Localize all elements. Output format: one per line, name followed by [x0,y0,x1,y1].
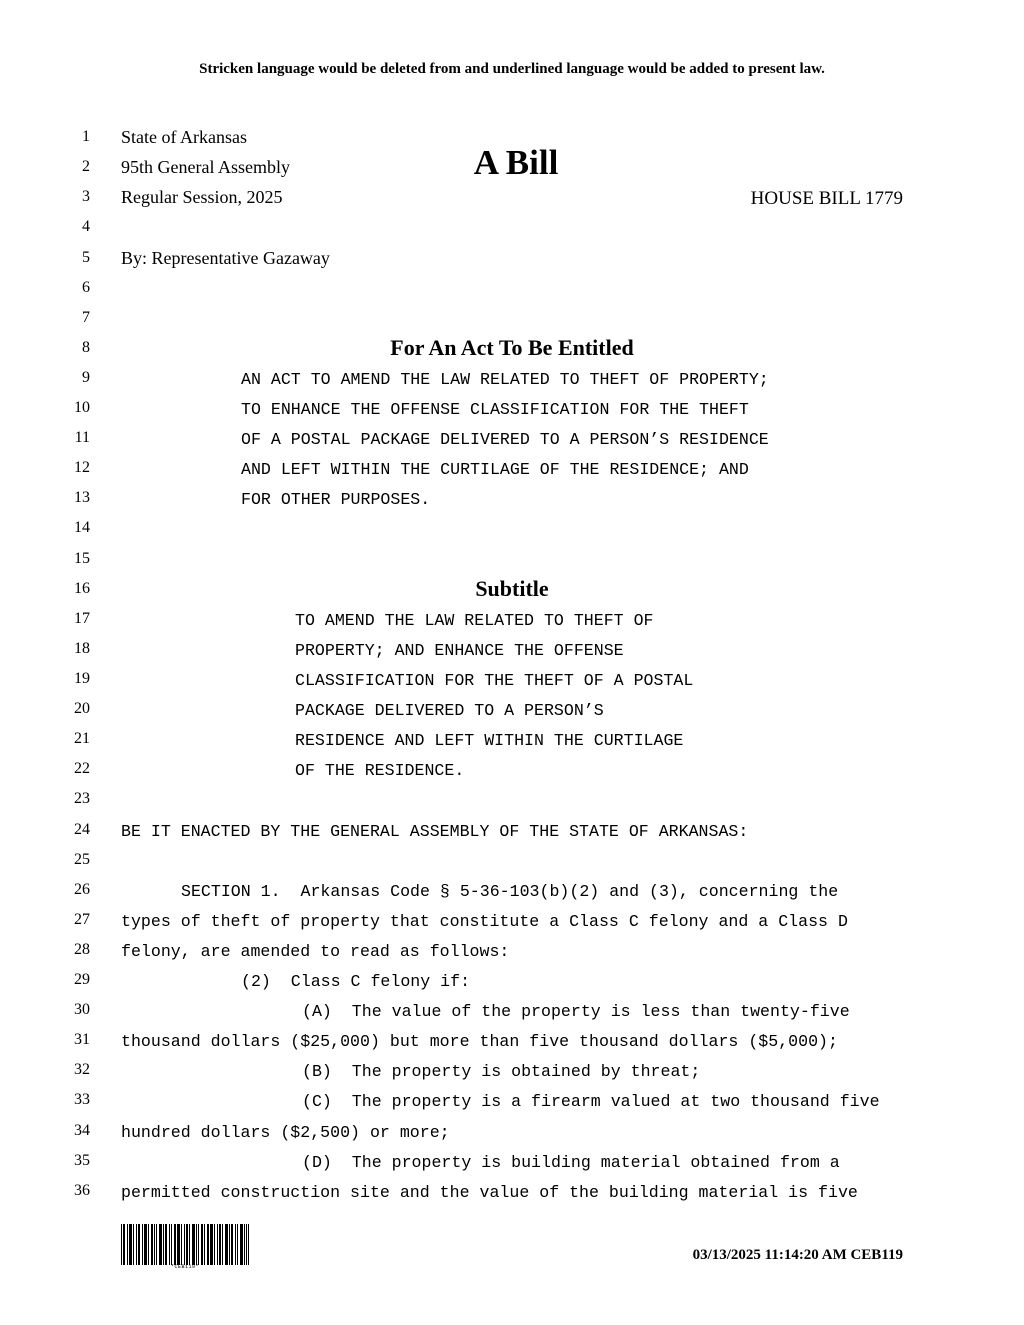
subtitle-heading: Subtitle [475,576,549,601]
line-number: 16 [74,580,90,597]
sponsor: By: Representative Gazaway [121,248,330,268]
line-number: 33 [74,1091,90,1108]
line-number: 26 [74,881,90,898]
state-name: State of Arkansas [121,127,247,147]
line-number: 27 [74,911,90,928]
line-number: 25 [74,851,90,868]
body-line: (B) The property is obtained by threat; [302,1062,701,1081]
line-number: 31 [74,1031,90,1048]
line-number: 3 [82,188,90,205]
act-title-line: AND LEFT WITHIN THE CURTILAGE OF THE RESIDENCE; AND [241,460,749,479]
body-line: permitted construction site and the value of the building material is five [121,1183,858,1202]
act-title-heading: For An Act To Be Entitled [390,335,634,360]
body-line: thousand dollars ($25,000) but more than five thousand dollars ($5,000); [121,1032,838,1051]
line-number: 36 [74,1182,90,1199]
line-number: 13 [74,489,90,506]
line-number: 23 [74,790,90,807]
amendment-notice: Stricken language would be deleted from and underlined language would be added to present law. [199,61,825,77]
body-line: felony, are amended to read as follows: [121,942,510,961]
body-line: (C) The property is a firearm valued at two thousand five [302,1092,880,1111]
body-line: (2) Class C felony if: [241,972,471,991]
line-number: 2 [82,158,90,175]
line-number: 28 [74,941,90,958]
barcode-icon [121,1224,249,1265]
line-number: 29 [74,971,90,988]
act-title-line: FOR OTHER PURPOSES. [241,490,431,509]
line-number: 21 [74,730,90,747]
line-number: 18 [74,640,90,657]
subtitle-line: PACKAGE DELIVERED TO A PERSON’S [295,701,604,720]
bill-number: HOUSE BILL 1779 [750,188,903,209]
line-number: 15 [74,550,90,567]
subtitle-line: TO AMEND THE LAW RELATED TO THEFT OF [295,611,654,630]
line-number: 7 [82,309,90,326]
subtitle-line: OF THE RESIDENCE. [295,761,465,780]
subtitle-line: CLASSIFICATION FOR THE THEFT OF A POSTAL [295,671,694,690]
body-line: (A) The value of the property is less than twenty-five [302,1002,850,1021]
document-type-title: A Bill [473,143,559,182]
line-number: 30 [74,1001,90,1018]
document-timestamp: 03/13/2025 11:14:20 AM CEB119 [692,1247,903,1263]
general-assembly: 95th General Assembly [121,157,290,177]
act-title-line: AN ACT TO AMEND THE LAW RELATED TO THEFT OF PROPERTY; [241,370,769,389]
subtitle-line: PROPERTY; AND ENHANCE THE OFFENSE [295,641,624,660]
line-number: 8 [82,339,90,356]
line-number: 35 [74,1152,90,1169]
subtitle-line: RESIDENCE AND LEFT WITHIN THE CURTILAGE [295,731,684,750]
body-line: SECTION 1. Arkansas Code § 5-36-103(b)(2) and (3), concerning the [181,882,839,901]
body-line: hundred dollars ($2,500) or more; [121,1123,450,1142]
line-number: 24 [74,821,90,838]
line-number: 32 [74,1061,90,1078]
line-number: 17 [74,610,90,627]
act-title-line: TO ENHANCE THE OFFENSE CLASSIFICATION FOR THE THEFT [241,400,749,419]
line-number: 1 [82,128,90,145]
line-number: 34 [74,1122,90,1139]
line-number: 4 [82,218,90,235]
act-title-line: OF A POSTAL PACKAGE DELIVERED TO A PERSON’S RESIDENCE [241,430,769,449]
barcode-text: *CEB119* [170,1264,199,1270]
line-number: 12 [74,459,90,476]
body-line: types of theft of property that constitute a Class C felony and a Class D [121,912,848,931]
line-number: 19 [74,670,90,687]
line-number: 6 [82,279,90,296]
body-line: (D) The property is building material obtained from a [302,1153,840,1172]
line-number: 20 [74,700,90,717]
line-number: 10 [74,399,90,416]
enacting-clause: BE IT ENACTED BY THE GENERAL ASSEMBLY OF THE STATE OF ARKANSAS: [121,822,749,841]
line-number: 14 [74,519,90,536]
line-number: 5 [82,249,90,266]
line-number: 11 [74,429,90,446]
session: Regular Session, 2025 [121,187,283,207]
line-number: 22 [74,760,90,777]
line-number: 9 [82,369,90,386]
